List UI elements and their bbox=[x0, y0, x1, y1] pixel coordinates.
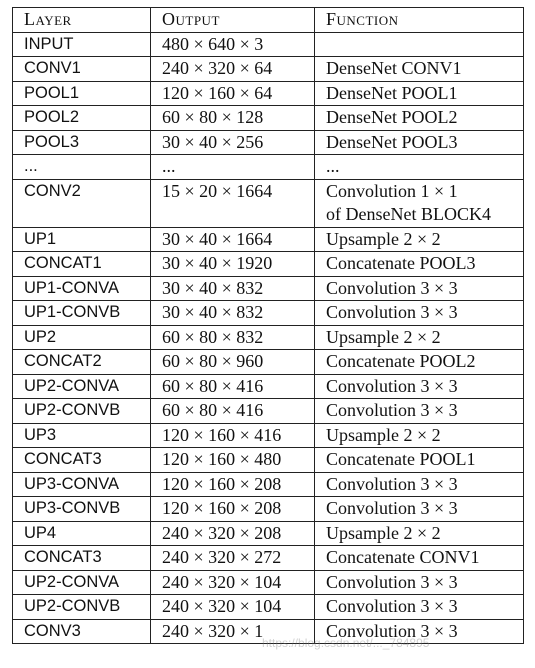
function-text: Concatenate POOL1 bbox=[326, 449, 476, 469]
table-row bbox=[13, 57, 524, 82]
function-text: Convolution 3 × 3 bbox=[326, 375, 458, 396]
table-row bbox=[13, 521, 524, 546]
layer-cell: UP3-CONVB bbox=[13, 497, 151, 522]
layer-cell: INPUT bbox=[13, 32, 151, 57]
output-cell: 120 × 160 × 208 bbox=[151, 472, 315, 497]
output-cell: 30 × 40 × 832 bbox=[151, 276, 315, 301]
table-row bbox=[13, 546, 524, 571]
layer-cell: POOL3 bbox=[13, 130, 151, 155]
function-cell bbox=[315, 227, 524, 252]
layer-cell: POOL1 bbox=[13, 81, 151, 106]
function-text: Concatenate POOL3 bbox=[326, 253, 476, 273]
layer-cell: CONV1 bbox=[13, 57, 151, 82]
header-output: Output bbox=[151, 8, 315, 33]
function-text: Convolution 3 × 3 bbox=[326, 302, 458, 322]
table-row bbox=[13, 252, 524, 277]
function-cell bbox=[315, 57, 524, 82]
table-row bbox=[13, 350, 524, 375]
function-cell bbox=[315, 179, 524, 227]
function-text: Convolution 3 × 3 bbox=[326, 620, 458, 641]
function-text: Concatenate CONV1 bbox=[326, 547, 480, 567]
table-row bbox=[13, 81, 524, 106]
table-header bbox=[13, 8, 524, 33]
output-cell: 60 × 80 × 128 bbox=[151, 106, 315, 131]
architecture-table-container bbox=[12, 7, 523, 644]
table-row bbox=[13, 32, 524, 57]
table-row bbox=[13, 423, 524, 448]
layer-cell: CONCAT3 bbox=[13, 546, 151, 571]
function-cell bbox=[315, 301, 524, 326]
function-cell bbox=[315, 619, 524, 644]
function-cell bbox=[315, 276, 524, 301]
function-cell bbox=[315, 399, 524, 424]
table-row bbox=[13, 399, 524, 424]
output-cell: ... bbox=[151, 155, 315, 180]
output-cell: 60 × 80 × 832 bbox=[151, 325, 315, 350]
function-cell bbox=[315, 130, 524, 155]
function-text: Convolution 3 × 3 bbox=[326, 400, 458, 420]
function-text: Convolution 3 × 3 bbox=[326, 571, 458, 592]
function-text: Convolution 3 × 3 bbox=[326, 498, 458, 518]
function-text: Convolution 1 × 1 bbox=[326, 180, 458, 201]
layer-cell: UP3 bbox=[13, 423, 151, 448]
function-cell bbox=[315, 155, 524, 180]
layer-cell: UP3-CONVA bbox=[13, 472, 151, 497]
function-text-line2: of DenseNet BLOCK4 bbox=[326, 204, 491, 224]
table-row bbox=[13, 276, 524, 301]
output-cell: 240 × 320 × 1 bbox=[151, 619, 315, 644]
layer-cell: CONV2 bbox=[13, 179, 151, 227]
function-cell bbox=[315, 106, 524, 131]
function-cell bbox=[315, 472, 524, 497]
function-cell bbox=[315, 374, 524, 399]
function-cell bbox=[315, 546, 524, 571]
layer-cell: CONCAT2 bbox=[13, 350, 151, 375]
function-cell bbox=[315, 252, 524, 277]
output-cell: 30 × 40 × 256 bbox=[151, 130, 315, 155]
table-row bbox=[13, 595, 524, 620]
function-cell bbox=[315, 497, 524, 522]
output-cell: 15 × 20 × 1664 bbox=[151, 179, 315, 227]
output-cell: 240 × 320 × 104 bbox=[151, 570, 315, 595]
output-cell: 240 × 320 × 64 bbox=[151, 57, 315, 82]
function-cell bbox=[315, 521, 524, 546]
function-text: DenseNet CONV1 bbox=[326, 58, 462, 78]
output-cell: 120 × 160 × 208 bbox=[151, 497, 315, 522]
function-text: Convolution 3 × 3 bbox=[326, 473, 458, 494]
table-row bbox=[13, 570, 524, 595]
table-row bbox=[13, 155, 524, 180]
output-cell: 240 × 320 × 104 bbox=[151, 595, 315, 620]
function-cell bbox=[315, 570, 524, 595]
output-cell: 480 × 640 × 3 bbox=[151, 32, 315, 57]
layer-cell: ... bbox=[13, 155, 151, 180]
layer-cell: CONCAT1 bbox=[13, 252, 151, 277]
layer-cell: UP1-CONVB bbox=[13, 301, 151, 326]
output-cell: 120 × 160 × 480 bbox=[151, 448, 315, 473]
table-row bbox=[13, 497, 524, 522]
function-cell bbox=[315, 448, 524, 473]
layer-cell: UP2 bbox=[13, 325, 151, 350]
function-text: Concatenate POOL2 bbox=[326, 351, 476, 371]
header-row bbox=[13, 8, 524, 33]
function-text: Upsample 2 × 2 bbox=[326, 522, 441, 543]
table-row bbox=[13, 448, 524, 473]
function-text: Convolution 3 × 3 bbox=[326, 277, 458, 298]
layer-cell: UP2-CONVB bbox=[13, 399, 151, 424]
table-row bbox=[13, 130, 524, 155]
function-text: DenseNet POOL2 bbox=[326, 107, 458, 127]
output-cell: 60 × 80 × 416 bbox=[151, 374, 315, 399]
layer-cell: CONV3 bbox=[13, 619, 151, 644]
output-cell: 60 × 80 × 960 bbox=[151, 350, 315, 375]
output-cell: 240 × 320 × 208 bbox=[151, 521, 315, 546]
function-text: Upsample 2 × 2 bbox=[326, 424, 441, 445]
layer-cell: UP2-CONVA bbox=[13, 374, 151, 399]
table-row bbox=[13, 619, 524, 644]
watermark: https://blog.csdn.net/..._784895 bbox=[262, 636, 430, 650]
layer-cell: UP4 bbox=[13, 521, 151, 546]
layer-cell: UP1 bbox=[13, 227, 151, 252]
function-cell bbox=[315, 350, 524, 375]
output-cell: 120 × 160 × 64 bbox=[151, 81, 315, 106]
function-text: DenseNet POOL1 bbox=[326, 82, 458, 103]
layer-cell: CONCAT3 bbox=[13, 448, 151, 473]
header-function: Function bbox=[315, 8, 524, 33]
output-cell: 30 × 40 × 1920 bbox=[151, 252, 315, 277]
function-cell bbox=[315, 325, 524, 350]
layer-cell: UP1-CONVA bbox=[13, 276, 151, 301]
layer-cell: POOL2 bbox=[13, 106, 151, 131]
header-layer: Layer bbox=[13, 8, 151, 33]
layer-cell: UP2-CONVA bbox=[13, 570, 151, 595]
function-cell bbox=[315, 32, 524, 57]
function-cell bbox=[315, 81, 524, 106]
function-text: Upsample 2 × 2 bbox=[326, 228, 441, 249]
output-cell: 60 × 80 × 416 bbox=[151, 399, 315, 424]
function-text: Upsample 2 × 2 bbox=[326, 326, 441, 347]
table-row bbox=[13, 325, 524, 350]
table-row bbox=[13, 374, 524, 399]
architecture-table bbox=[12, 7, 524, 644]
function-cell bbox=[315, 423, 524, 448]
table-body bbox=[13, 32, 524, 644]
table-row bbox=[13, 301, 524, 326]
output-cell: 120 × 160 × 416 bbox=[151, 423, 315, 448]
table-row bbox=[13, 106, 524, 131]
function-text: DenseNet POOL3 bbox=[326, 131, 458, 152]
function-cell bbox=[315, 595, 524, 620]
output-cell: 240 × 320 × 272 bbox=[151, 546, 315, 571]
table-row bbox=[13, 227, 524, 252]
table-row bbox=[13, 472, 524, 497]
layer-cell: UP2-CONVB bbox=[13, 595, 151, 620]
output-cell: 30 × 40 × 832 bbox=[151, 301, 315, 326]
function-text: Convolution 3 × 3 bbox=[326, 596, 458, 616]
table-row bbox=[13, 179, 524, 227]
function-text: ... bbox=[326, 156, 340, 176]
output-cell: 30 × 40 × 1664 bbox=[151, 227, 315, 252]
